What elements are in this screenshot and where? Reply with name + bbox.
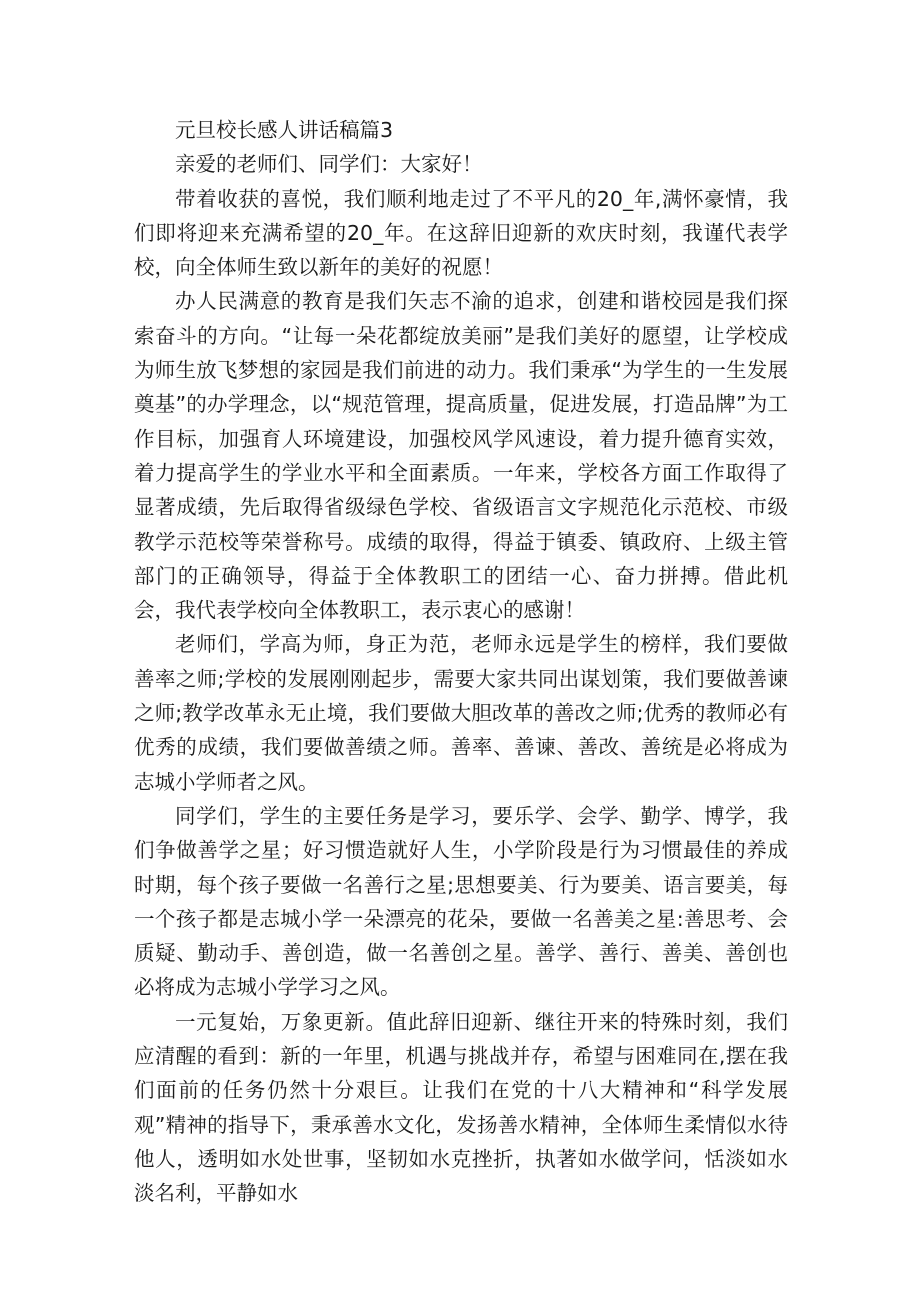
paragraph-4: 同学们，学生的主要任务是学习，要乐学、会学、勤学、博学，我们争做善学之星；好习惯造就好人生，小学阶段是行为习惯最佳的养成时期，每个孩子要做一名善行之星;思想要美、行为要美、语言要美，每一个孩子都是志城小学一朵漂亮的花朵，要做一名善美之星:善思考、会质疑、勤动手、善创造，做一名善创之星。善学、善行、善美、善创也必将成为志城小学学习之风。 xyxy=(134,803,788,1000)
paragraph-2: 办人民满意的教育是我们矢志不渝的追求，创建和谐校园是我们探索奋斗的方向。“让每一朵花都绽放美丽”是我们美好的愿望，让学校成为师生放飞梦想的家园是我们前进的动力。我们秉承“为学生的一生发展奠基”的办学理念，以“规范管理，提高质量，促进发展，打造品牌”为工作目标，加强育人环境建设，加强校风学风速设，着力提升德育实效，着力提高学生的学业水平和全面素质。一年来，学校各方面工作取得了显著成绩，先后取得省级绿色学校、省级语言文字规范化示范校、市级教学示范校等荣誉称号。成绩的取得，得益于镇委、镇政府、上级主管部门的正确领导，得益于全体教职工的团结一心、奋力拼搏。借此机会，我代表学校向全体教职工，表示衷心的感谢！ xyxy=(134,289,788,623)
paragraph-1: 带着收获的喜悦，我们顺利地走过了不平凡的20_年,满怀豪情，我们即将迎来充满希望的20_年。在这辞旧迎新的欢庆时刻，我谨代表学校，向全体师生致以新年的美好的祝愿！ xyxy=(134,186,788,280)
paragraph-3: 老师们，学高为师，身正为范，老师永远是学生的榜样，我们要做善率之师;学校的发展刚刚起步，需要大家共同出谋划策，我们要做善谏之师;教学改革永无止境，我们要做大胆改革的善改之师;优秀的教师必有优秀的成绩，我们要做善绩之师。善率、善谏、善改、善统是必将成为志城小学师者之风。 xyxy=(134,632,788,794)
paragraph-5: 一元复始，万象更新。值此辞旧迎新、继往开来的特殊时刻，我们应清醒的看到：新的一年里，机遇与挑战并存，希望与困难同在,摆在我们面前的任务仍然十分艰巨。让我们在党的十八大精神和“科学发展观”精神的指导下，秉承善水文化，发扬善水精神，全体师生柔情似水待他人，透明如水处世事，坚韧如水克挫折，执著如水做学问，恬淡如水淡名利，平静如水 xyxy=(134,1009,788,1206)
document-body xyxy=(134,113,788,1211)
greeting-line: 亲爱的老师们、同学们：大家好！ xyxy=(175,152,483,177)
document-title: 元旦校长感人讲话稿篇3 xyxy=(175,118,394,142)
